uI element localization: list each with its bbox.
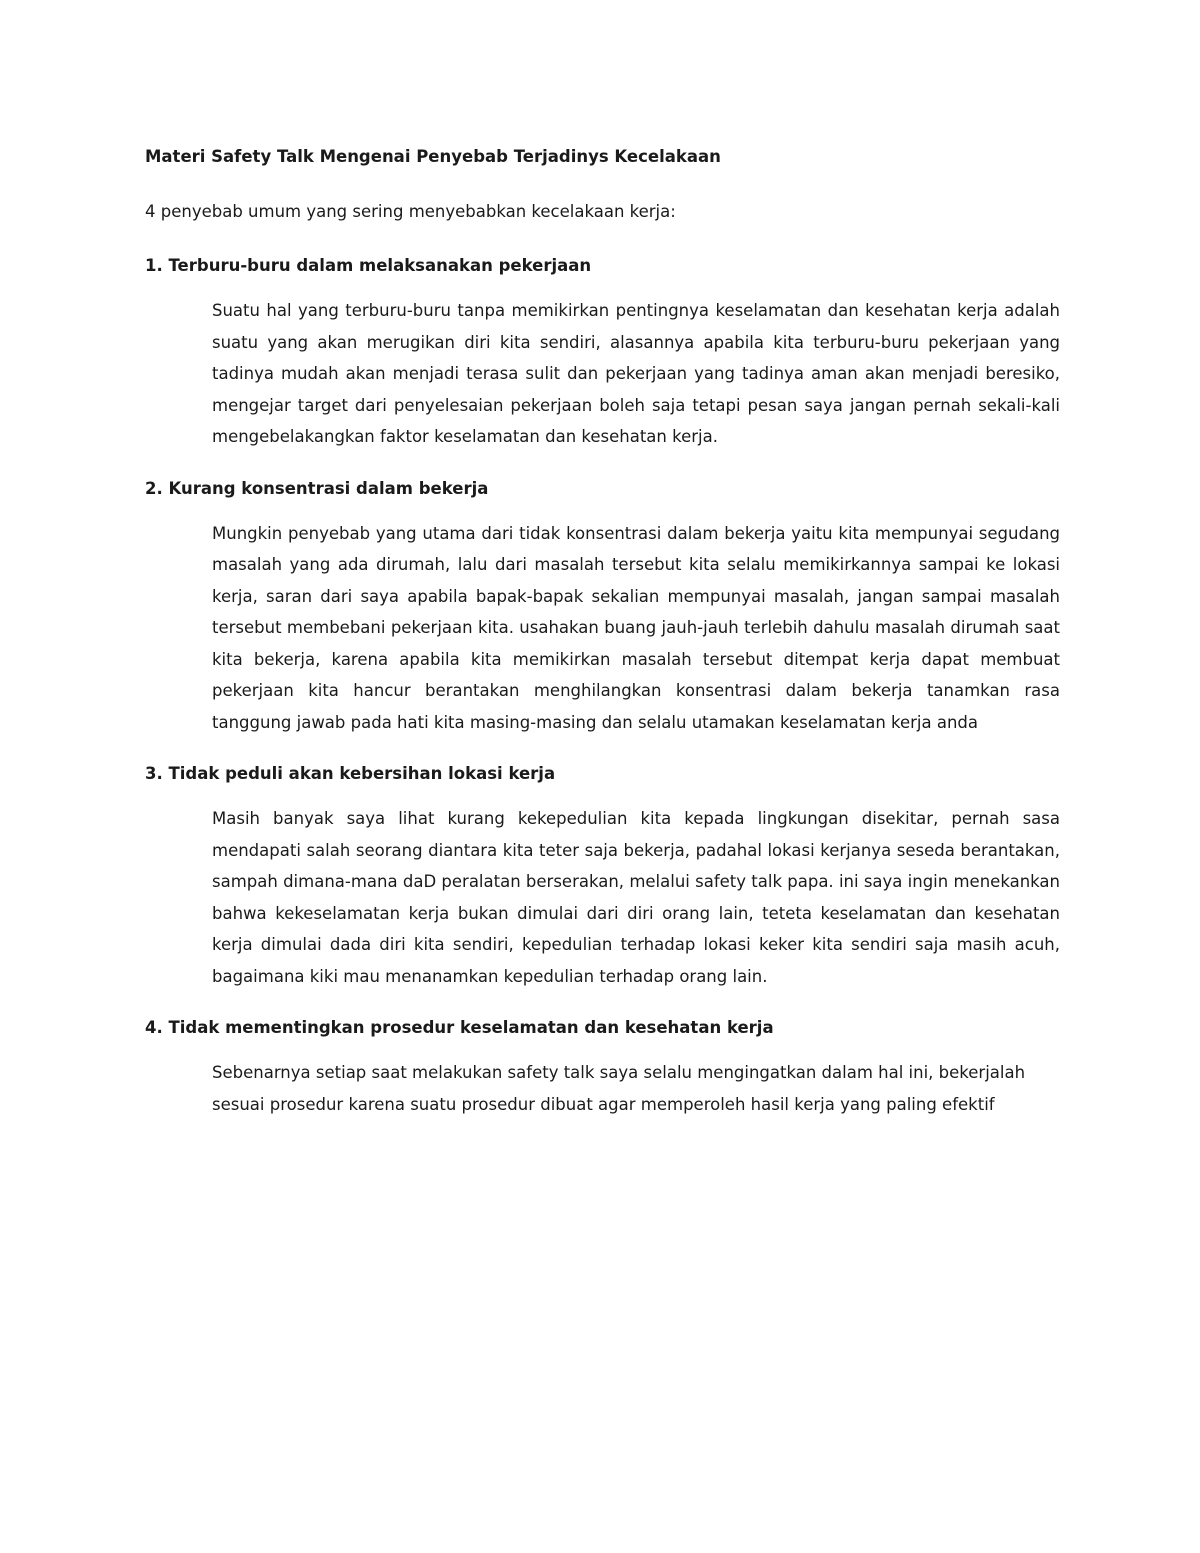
section-body: Mungkin penyebab yang utama dari tidak konsentrasi dalam bekerja yaitu kita mempunyai segudang masalah yang ada dirumah, lalu dari masalah tersebut kita selalu memikirkannya sampai ke lokasi kerja, saran dari saya apabila bapak-bapak sekalian mempunyai masalah, jangan sampai masalah tersebut membebani pekerjaan kita. usahakan buang jauh-jauh terlebih dahulu masalah dirumah saat kita bekerja, karena apabila kita memikirkan masalah tersebut ditempat kerja dapat membuat pekerjaan kita hancur berantakan menghilangkan konsentrasi dalam bekerja tanamkan rasa tanggung jawab pada hati kita masing-masing dan selalu utamakan keselamatan kerja anda — [212, 523, 1060, 732]
document-title: Materi Safety Talk Mengenai Penyebab Terjadinys Kecelakaan — [145, 147, 721, 166]
section-3 — [145, 759, 1060, 992]
section-body: Suatu hal yang terburu-buru tanpa memikirkan pentingnya keselamatan dan kesehatan kerja adalah suatu yang akan merugikan diri kita sendiri, alasannya apabila kita terburu-buru pekerjaan yang tadinya mudah akan menjadi terasa sulit dan pekerjaan yang tadinya aman akan menjadi beresiko, mengejar target dari penyelesaian pekerjaan boleh saja tetapi pesan saya jangan pernah sekali-kali mengebelakangkan faktor keselamatan dan kesehatan kerja. — [212, 301, 1060, 446]
section-4 — [145, 1013, 1060, 1120]
section-body: Sebenarnya setiap saat melakukan safety talk saya selalu mengingatkan dalam hal ini, bekerjalah sesuai prosedur karena suatu prosedur dibuat agar memperoleh hasil kerja yang paling efektif — [212, 1063, 1026, 1114]
section-heading: 3. Tidak peduli akan kebersihan lokasi kerja — [145, 764, 556, 783]
section-1 — [145, 251, 1060, 453]
section-heading: 1. Terburu-buru dalam melaksanakan pekerjaan — [145, 256, 592, 275]
document-content — [145, 142, 1060, 1141]
intro-paragraph: 4 penyebab umum yang sering menyebabkan kecelakaan kerja: — [145, 202, 676, 221]
section-heading: 2. Kurang konsentrasi dalam bekerja — [145, 478, 489, 498]
section-body: Masih banyak saya lihat kurang kekepedulian kita kepada lingkungan disekitar, pernah sasa mendapati salah seorang diantara kita teter saja bekerja, padahal lokasi kerjanya seseda berantakan, sampah dimana-mana daD peralatan berserakan, melalui safety talk papa. ini saya ingin menekankan bahwa kekeselamatan kerja bukan dimulai dari diri orang lain, teteta keselamatan dan kesehatan kerja dimulai dada diri kita sendiri, kepedulian terhadap lokasi keker kita sendiri saja masih acuh, bagaimana kiki mau menanamkan kepedulian terhadap orang lain. — [212, 809, 1060, 986]
section-heading: 4. Tidak mementingkan prosedur keselamatan dan kesehatan kerja — [145, 1018, 774, 1037]
section-2 — [145, 474, 1060, 739]
